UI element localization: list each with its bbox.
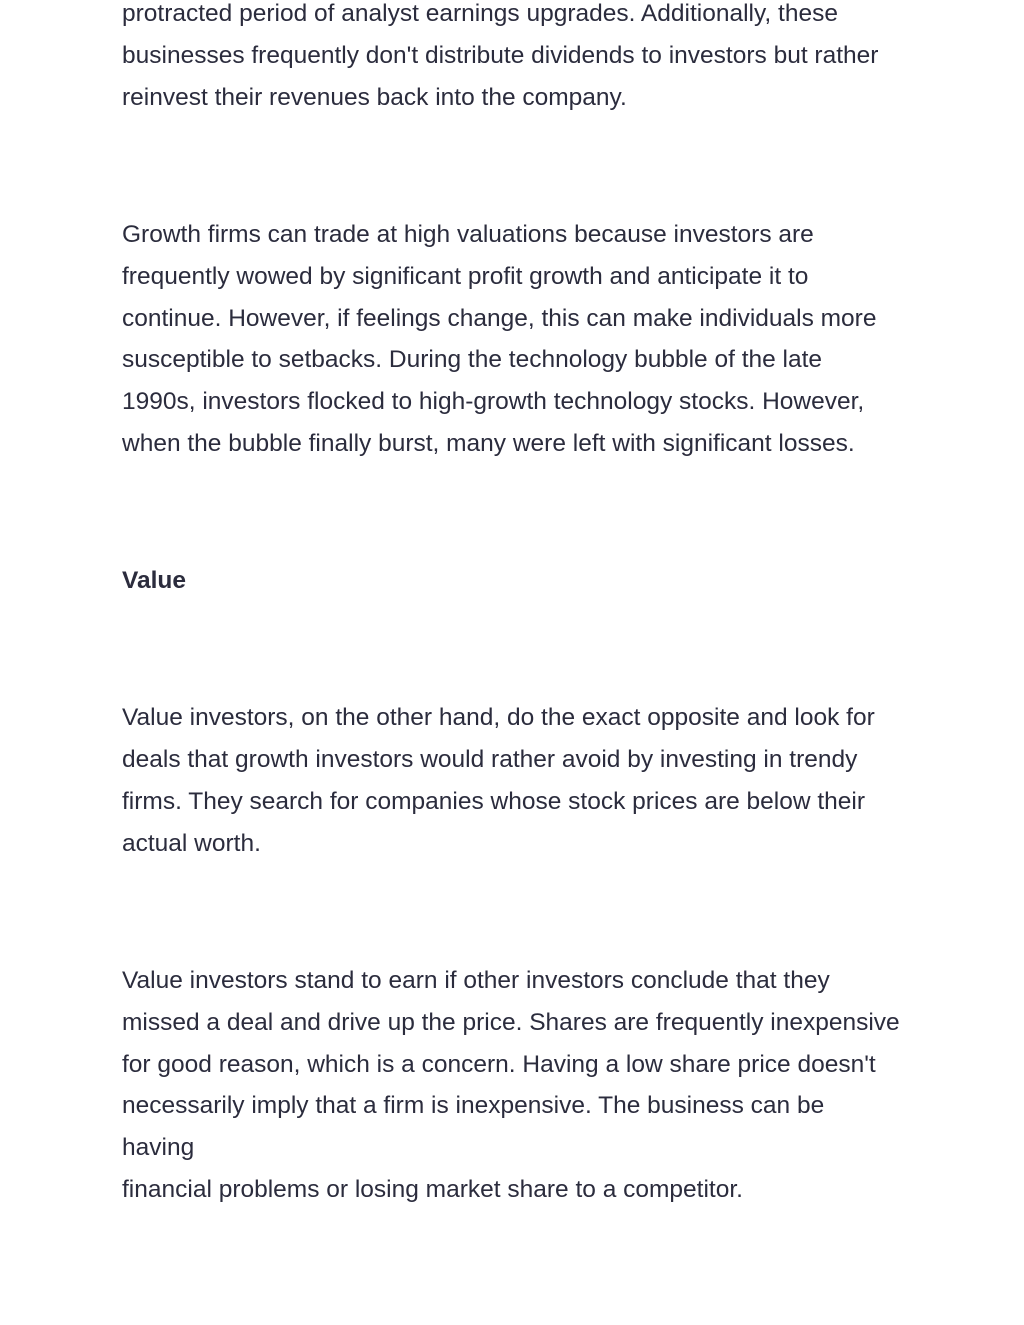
paragraph-value-1: Value investors, on the other hand, do the exact opposite and look for deals that growth investors would rather avoid by investing in trendy firms. They search for companies whose stock prices are below their actual worth. [122,704,875,857]
paragraph-intro: protracted period of analyst earnings upgrades. Additionally, these businesses frequently don't distribute dividends to investors but rather reinvest their revenues back into the company. [122,0,879,111]
section-heading-value: Value [122,567,187,595]
paragraph-growth: Growth firms can trade at high valuations because investors are frequently wowed by significant profit growth and anticipate it to continue. However, if feelings change, this can make individuals more susceptible to setbacks. During the technology bubble of the late 1990s, investors flocked to high-growth technology stocks. However, when the bubble finally burst, many were left with significant losses. [122,220,877,458]
paragraph-value-2: Value investors stand to earn if other investors conclude that they missed a deal and drive up the price. Shares are frequently inexpensive for good reason, which is a concern. Having a low share price doesn't necessarily imply that a firm is inexpensive. The business can be having financial problems or losing market share to a competitor. [122,966,900,1204]
article-body [122,0,902,1211]
